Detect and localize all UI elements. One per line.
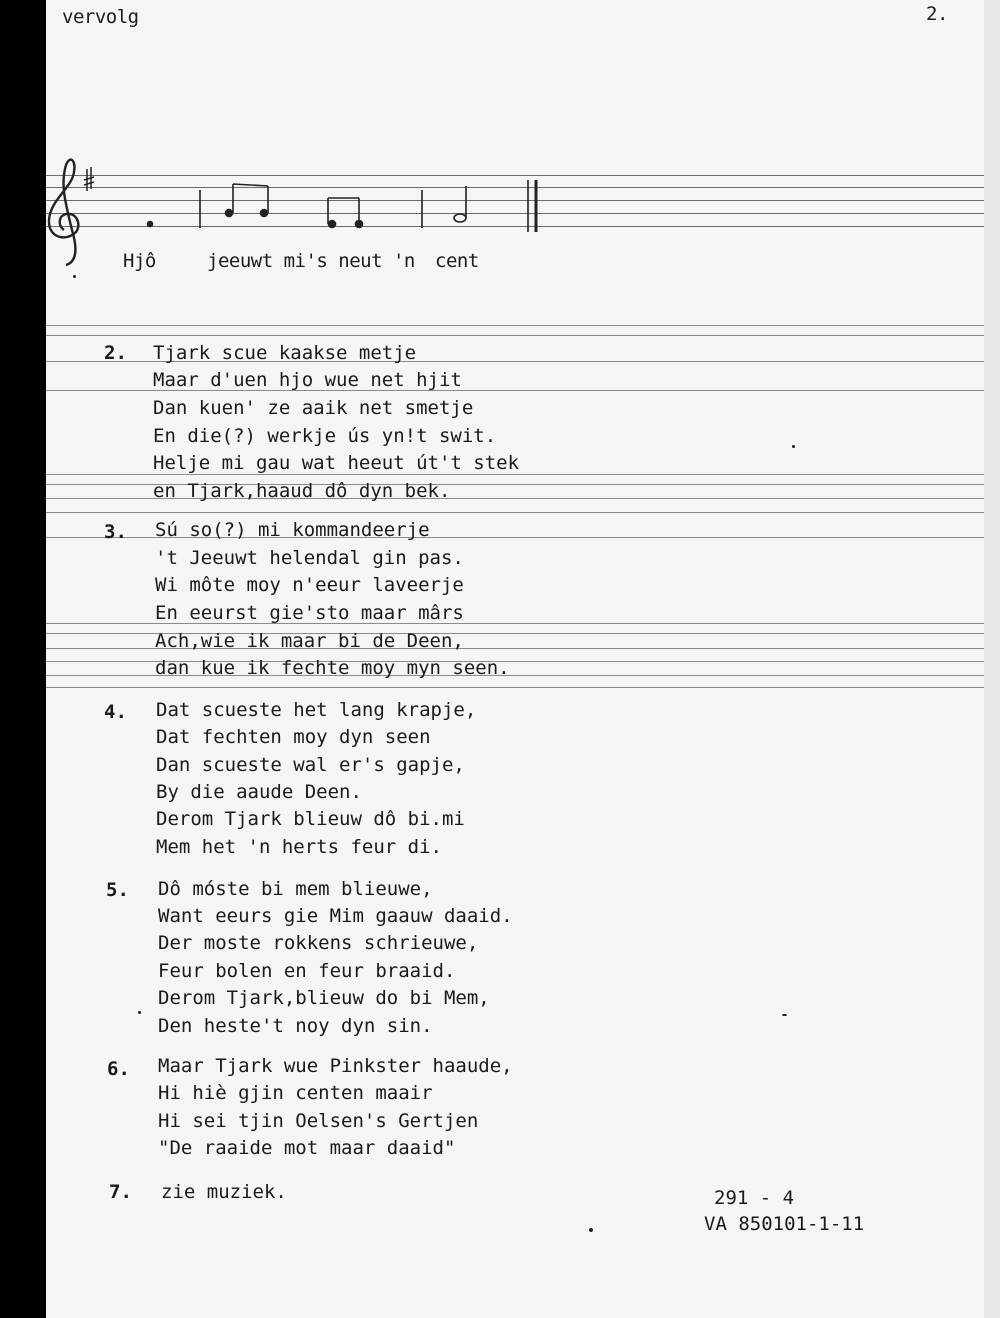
lyric-3: cent [435, 250, 479, 272]
music-staff [46, 150, 984, 280]
document-page [46, 0, 984, 1318]
verse-line: 't Jeeuwt helendal gin pas. [155, 547, 464, 569]
lyric-2: jeeuwt mi's neut 'n [207, 250, 415, 272]
verse-line: Dat fechten moy dyn seen [156, 726, 431, 748]
verse-number: 6. [107, 1058, 130, 1080]
verse-line: Sú so(?) mi kommandeerje [155, 519, 430, 541]
verse-line: Feur bolen en feur braaid. [158, 960, 456, 982]
note [329, 221, 336, 228]
verse-line: Dô móste bi mem blieuwe, [158, 878, 433, 900]
verse-line: By die aaude Deen. [156, 781, 362, 803]
verse-line: en Tjark,haaud dô dyn bek. [153, 480, 451, 502]
verse-line: Hi hiè gjin centen maair [158, 1082, 433, 1104]
speck [792, 445, 795, 448]
rule [46, 687, 984, 688]
reference-line-1: 291 - 4 [714, 1187, 795, 1209]
verse-line: Dat scueste het lang krapje, [156, 699, 477, 721]
verse-line: Derom Tjark blieuw dô bi.mi [156, 808, 465, 830]
half-note [454, 214, 466, 222]
verse-line: Wi môte moy n'eeur laveerje [155, 574, 464, 596]
speck [782, 1014, 787, 1016]
verse-line: Der moste rokkens schrieuwe, [158, 932, 479, 954]
verse-line: Ach,wie ik maar bi de Deen, [155, 630, 464, 652]
note [226, 210, 233, 217]
verse-number: 7. [109, 1181, 132, 1203]
verse-line: zie muziek. [161, 1181, 287, 1203]
page-number: 2. [926, 3, 948, 25]
header-left: vervolg [62, 6, 139, 28]
reference-line-2: VA 850101-1-11 [704, 1213, 865, 1235]
verse-number: 2. [104, 342, 127, 364]
verse-line: Hi sei tjin Oelsen's Gertjen [158, 1110, 479, 1132]
verse-line: Maar Tjark wue Pinkster haaude, [158, 1055, 513, 1077]
verse-line: En die(?) werkje ús yn!t swit. [153, 425, 497, 447]
verse-line: Maar d'uen hjo wue net hjit [153, 369, 462, 391]
verse-line: dan kue ik fechte moy myn seen. [155, 657, 510, 679]
page-edge [984, 0, 1000, 1318]
verse-line: Den heste't noy dyn sin. [158, 1015, 433, 1037]
treble-clef-icon [49, 160, 78, 265]
verse-line: En eeurst gie'sto maar mârs [155, 602, 464, 624]
note-dot [148, 222, 153, 227]
rule [46, 512, 984, 513]
verse-line: Helje mi gau wat heeut út't stek [153, 452, 520, 474]
verse-line: Dan kuen' ze aaik net smetje [153, 397, 474, 419]
verse-line: Tjark scue kaakse metje [153, 342, 417, 364]
verse-line: Mem het 'n herts feur di. [156, 836, 442, 858]
verse-line: "De raaide mot maar daaid" [158, 1137, 456, 1159]
verse-line: Dan scueste wal er's gapje, [156, 754, 465, 776]
verse-number: 3. [104, 521, 127, 543]
rule [46, 325, 984, 326]
rule [46, 474, 984, 475]
verse-number: 4. [104, 701, 127, 723]
speck [589, 1228, 593, 1232]
verse-line: Want eeurs gie Mim gaauw daaid. [158, 905, 513, 927]
lyric-1: Hjô [123, 250, 156, 272]
sharp-icon [84, 167, 94, 191]
verse-line: Derom Tjark,blieuw do bi Mem, [158, 987, 490, 1009]
speck [73, 275, 76, 278]
speck [138, 1011, 141, 1014]
verse-number: 5. [106, 879, 129, 901]
rule [46, 335, 984, 336]
note [261, 210, 268, 217]
